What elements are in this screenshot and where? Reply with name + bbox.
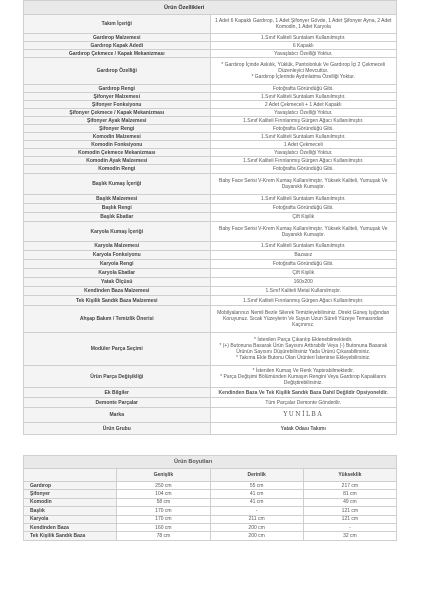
feature-label: Gardırop Rengi [24, 85, 211, 93]
feature-row [24, 15, 397, 34]
feature-row [24, 93, 397, 101]
dimensions-row [24, 532, 397, 540]
feature-value: Yatak Odası Takımı [210, 423, 397, 435]
dimensions-row [24, 523, 397, 531]
feature-label: Karyola Ebatlar [24, 269, 211, 278]
feature-value: Yavaşlatıcı Özelliği Yoktur. [210, 149, 397, 157]
product-features-table [23, 0, 397, 435]
feature-label: Başlık Ebatlar [24, 213, 211, 222]
feature-value: Kendinden Baza Ve Tek Kişilik Sandık Baza Dahil Değildir Opsiyoneldir. [210, 388, 397, 398]
feature-value: 6 Kapaklı [210, 42, 397, 50]
feature-label: Komodin Çekmece Mekanizması [24, 149, 211, 157]
feature-row [24, 42, 397, 50]
dimensions-row [24, 490, 397, 498]
dimensions-item-name: Kendinden Baza [24, 523, 117, 531]
feature-row [24, 174, 397, 195]
feature-label: Komodin Rengi [24, 165, 211, 174]
dimensions-column-header: Derinlik [210, 469, 303, 482]
feature-label: Kendinden Baza Malzemesi [24, 287, 211, 296]
feature-value: 1 Adet Çekmeceli [210, 141, 397, 149]
feature-row [24, 213, 397, 222]
feature-value: Fotoğrafta Göründüğü Gibi. [210, 165, 397, 174]
dimensions-value: 200 cm [210, 532, 303, 540]
feature-value: 1.Sınıf Kaliteli Suntalam Kullanılmıştır. [210, 93, 397, 101]
feature-row [24, 251, 397, 260]
dimensions-item-name: Karyola [24, 515, 117, 523]
feature-row [24, 366, 397, 388]
feature-value: Fotoğrafta Göründüğü Gibi. [210, 125, 397, 133]
dimensions-value: 81 cm [303, 490, 396, 498]
dimensions-item-name: Komodin [24, 498, 117, 506]
feature-value: * Gardırop İçinde Askılık, Yüklük, Pantolonluk Ve Gardırop İçi 2 Çekmeceli Düzenleyici Mevcuttur. * Gardırop İçlerinde Aydınlatma Özelliği Yoktur. [210, 58, 397, 85]
feature-row [24, 333, 397, 366]
dimensions-value: 32 cm [303, 532, 396, 540]
dimensions-column-header: Yükseklik [303, 469, 396, 482]
feature-row [24, 157, 397, 165]
feature-value: Yavaşlatıcı Özelliği Yoktur. [210, 50, 397, 58]
feature-label: Tek Kişilik Sandık Baza Malzemesi [24, 296, 211, 306]
feature-row [24, 34, 397, 42]
feature-value: Tüm Parçalar Demonte Gönderilir. [210, 398, 397, 408]
feature-label: Başlık Rengi [24, 204, 211, 213]
dimensions-row [24, 515, 397, 523]
product-dimensions-header-row [24, 456, 397, 469]
feature-value: 1.Sınıf Kaliteli Suntalam Kullanılmıştır. [210, 195, 397, 204]
feature-label: Karyola Fonksiyonu [24, 251, 211, 260]
feature-value: 160x200 [210, 278, 397, 287]
dimensions-value: 41 cm [210, 498, 303, 506]
feature-label: Ahşap Bakım / Temizlik Önerisi [24, 306, 211, 333]
feature-label: Gardırop Kapak Adedi [24, 42, 211, 50]
feature-value: 1.Sınıf Kaliteli Fırınlanmış Gürgen Ağacı Kullanılmıştır. [210, 157, 397, 165]
feature-label: Komodin Ayak Malzemesi [24, 157, 211, 165]
feature-label: Yatak Ölçüsü [24, 278, 211, 287]
feature-row [24, 58, 397, 85]
brand-logo: YUNİLBA [210, 408, 397, 423]
dimensions-value: 160 cm [117, 523, 210, 531]
feature-row [24, 296, 397, 306]
feature-row [24, 269, 397, 278]
feature-row [24, 260, 397, 269]
dimensions-item-name: Tek Kişilik Sandık Baza [24, 532, 117, 540]
feature-value: 1.Sınıf Kaliteli Fırınlanmış Gürgen Ağacı Kullanılmıştır. [210, 117, 397, 125]
dimensions-value: 211 cm [210, 515, 303, 523]
feature-row [24, 141, 397, 149]
dimensions-value: 41 cm [210, 490, 303, 498]
dimensions-column-headers [24, 469, 397, 482]
feature-row [24, 117, 397, 125]
feature-value: 2 Adet Çekmeceli + 1 Adet Kapaklı [210, 101, 397, 109]
dimensions-value: 217 cm [303, 482, 396, 490]
dimensions-value: 121 cm [303, 515, 396, 523]
feature-label: Takım İçeriği [24, 15, 211, 34]
feature-value: 1.Sınıf Kaliteli Metal Kullanılmıştır. [210, 287, 397, 296]
feature-value: 1.Sınıf Kaliteli Fırınlanmış Gürgen Ağacı Kullanılmıştır. [210, 296, 397, 306]
feature-value: * İstenilen Parça Çıkarılıp Eklenebilmektedir. * (+) Butonuna Basarak Ürün Sayısını Arttırabilir Veya (-) Butonuna Basarak Ürünün Sayısını Düşürebilirsiniz Yada Ürünü Çıkarabilirsiniz. * Takıma Ekle Butonu Olan Ürünleri İstenirse Ekleyebilirsiniz. [210, 333, 397, 366]
feature-value: Fotoğrafta Göründüğü Gibi. [210, 204, 397, 213]
feature-value: Baby Face Serisi V-Krem Kumaş Kullanılmıştır. Yüksek Kaliteli, Yumuşak Ve Dayanıklı Kumaştır. [210, 222, 397, 242]
product-dimensions-title: Ürün Boyutları [24, 456, 397, 469]
feature-label: Gardırop Çekmece / Kapak Mekanizması [24, 50, 211, 58]
feature-value: Çift Kişilik [210, 213, 397, 222]
feature-value: 1.Sınıf Kaliteli Suntalam Kullanılmıştır. [210, 133, 397, 141]
feature-value: Fotoğrafta Göründüğü Gibi. [210, 260, 397, 269]
dimensions-value: 104 cm [117, 490, 210, 498]
feature-value: 1.Sınıf Kaliteli Suntalam Kullanılmıştır. [210, 34, 397, 42]
feature-value: Bazasız [210, 251, 397, 260]
feature-label: Ek Bilgiler [24, 388, 211, 398]
feature-label: Karyola Rengi [24, 260, 211, 269]
feature-row [24, 101, 397, 109]
feature-label: Demonte Parçalar [24, 398, 211, 408]
feature-value: Mobilyalarınızı Nemli Bezle Silerek Temizleyebilirsiniz. Direkt Güneş Işığından Koruyunuz. Sıcak Yüzeylerin Ve Suyun Uzun Süreli Yüzeye Temasından Kaçınınız. [210, 306, 397, 333]
feature-row [24, 222, 397, 242]
feature-row [24, 278, 397, 287]
feature-row [24, 306, 397, 333]
dimensions-item-name: Şifonyer [24, 490, 117, 498]
product-features-title: Ürün Özellikleri [24, 1, 397, 15]
feature-row [24, 423, 397, 435]
feature-value: Çift Kişilik [210, 269, 397, 278]
feature-row [24, 204, 397, 213]
feature-label: Başlık Malzemesi [24, 195, 211, 204]
feature-row [24, 125, 397, 133]
feature-value: 1 Adet 6 Kapaklı Gardırop, 1 Adet Şifonyer Gövde, 1 Adet Şifonyer Ayna, 2 Adet Komodin, 1 Adet Karyola [210, 15, 397, 34]
dimensions-value: 121 cm [303, 507, 396, 515]
feature-row [24, 133, 397, 141]
feature-label: Komodin Malzemesi [24, 133, 211, 141]
feature-row [24, 109, 397, 117]
dimensions-column-header [24, 469, 117, 482]
feature-label: Şifonyer Çekmece / Kapak Mekanizması [24, 109, 211, 117]
feature-row [24, 408, 397, 423]
feature-label: Modüler Parça Seçimi [24, 333, 211, 366]
dimensions-item-name: Başlık [24, 507, 117, 515]
feature-value: Baby Face Serisi V-Krem Kumaş Kullanılmıştır. Yüksek Kaliteli, Yumuşak Ve Dayanıklı Kumaştır. [210, 174, 397, 195]
feature-row [24, 287, 397, 296]
dimensions-value: 78 cm [117, 532, 210, 540]
feature-label: Karyola Kumaş İçeriği [24, 222, 211, 242]
feature-label: Şifonyer Fonksiyonu [24, 101, 211, 109]
dimensions-row [24, 507, 397, 515]
dimensions-value: 170 cm [117, 515, 210, 523]
feature-label: Marka [24, 408, 211, 423]
feature-row [24, 149, 397, 157]
feature-value: Yavaşlatıcı Özelliği Yoktur. [210, 109, 397, 117]
product-features-header-row [24, 1, 397, 15]
dimensions-value: 58 cm [117, 498, 210, 506]
feature-row [24, 50, 397, 58]
dimensions-value: 250 cm [117, 482, 210, 490]
dimensions-value: - [210, 507, 303, 515]
feature-row [24, 85, 397, 93]
dimensions-column-header: Genişlik [117, 469, 210, 482]
dimensions-row [24, 482, 397, 490]
feature-label: Şifonyer Malzemesi [24, 93, 211, 101]
feature-row [24, 242, 397, 251]
feature-label: Karyola Malzemesi [24, 242, 211, 251]
feature-row [24, 388, 397, 398]
feature-value: 1.Sınıf Kaliteli Suntalam Kullanılmıştır. [210, 242, 397, 251]
dimensions-item-name: Gardırop [24, 482, 117, 490]
feature-label: Başlık Kumaş İçeriği [24, 174, 211, 195]
feature-label: Şifonyer Ayak Malzemesi [24, 117, 211, 125]
feature-label: Ürün Parça Değişikliği [24, 366, 211, 388]
feature-row [24, 398, 397, 408]
feature-label: Gardırop Özelliği [24, 58, 211, 85]
feature-label: Gardırop Malzemesi [24, 34, 211, 42]
feature-row [24, 165, 397, 174]
dimensions-value: - [303, 523, 396, 531]
dimensions-value: 55 cm [210, 482, 303, 490]
dimensions-row [24, 498, 397, 506]
feature-label: Ürün Grubu [24, 423, 211, 435]
product-dimensions-table [23, 455, 397, 541]
dimensions-value: 49 cm [303, 498, 396, 506]
dimensions-value: 170 cm [117, 507, 210, 515]
feature-row [24, 195, 397, 204]
feature-value: Fotoğrafta Göründüğü Gibi. [210, 85, 397, 93]
feature-label: Komodin Fonksiyonu [24, 141, 211, 149]
feature-label: Şifonyer Rengi [24, 125, 211, 133]
feature-value: * İstenilen Kumaş Ve Renk Yaptırabilmektedir. * Parça Değişimi Bölümünden Kumaşın Rengini Veya Gardırop Kapaklarını Değiştirebilirsiniz. [210, 366, 397, 388]
dimensions-value: 200 cm [210, 523, 303, 531]
